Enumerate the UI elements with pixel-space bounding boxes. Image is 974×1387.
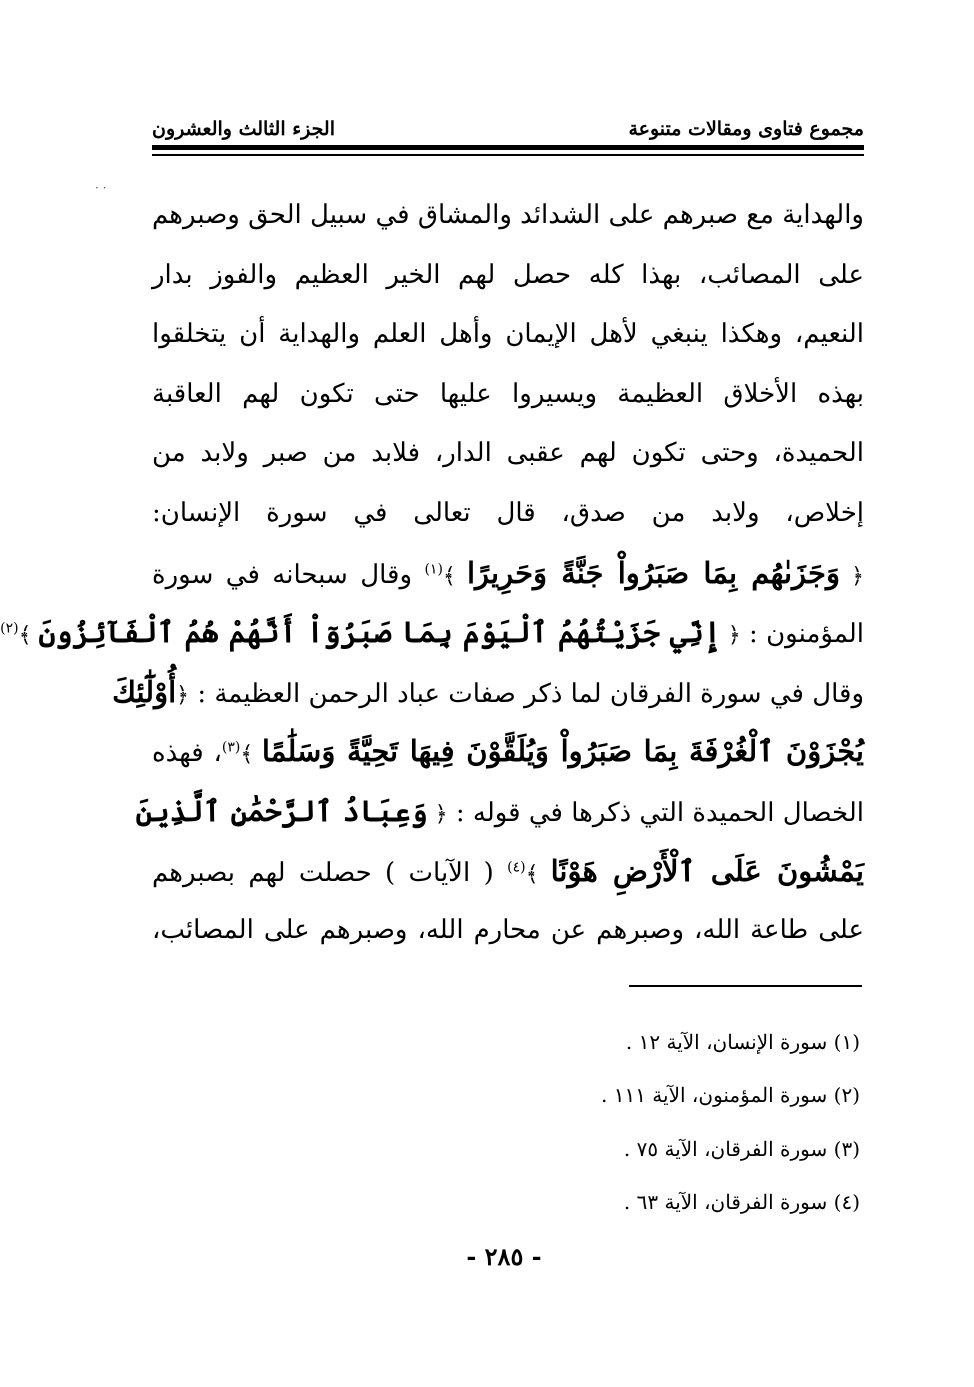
- text-run: ، فهذه: [152, 738, 222, 769]
- footnotes: [334, 1030, 860, 1243]
- ornate-bracket: ﴾: [18, 623, 39, 649]
- ornate-bracket: ﴾: [442, 563, 467, 589]
- body-line: [152, 842, 864, 902]
- text-run: بهذه الأخلاق العظيمة ويسيروا عليها حتى تكون لهم العاقبة: [152, 378, 864, 409]
- ornate-bracket: ﴾: [240, 742, 262, 768]
- quran-verse: يَمْشُونَ عَلَى ٱلْأَرْضِ هَوْنًا: [550, 853, 864, 888]
- running-header: [152, 104, 864, 140]
- ornate-bracket: ﴿: [427, 801, 448, 827]
- body-line: [112, 663, 864, 723]
- text-run: إخلاص، ولابد من صدق، قال تعالى في سورة الإنسان:: [152, 497, 864, 528]
- text-run: الحميدة، وحتى تكون لهم عقبى الدار، فلابد من صبر ولابد من: [152, 438, 864, 469]
- footnote-2: (٢) سورة المؤمنون، الآية ١١١ .: [601, 1083, 860, 1108]
- book-title: مجموع فتاوى ومقالات متنوعة: [628, 118, 864, 140]
- quran-verse: وَعِبَادُ ٱلرَّحْمَٰنِ ٱلَّذِينَ: [135, 793, 428, 828]
- quran-verse: أُوْلَٰٓئِكَ: [112, 674, 177, 709]
- body-line: [152, 305, 864, 365]
- header-rule-thick: [152, 145, 864, 150]
- ornate-bracket: ﴿: [839, 563, 864, 589]
- body-line: [0, 603, 864, 663]
- page-number: - ٢٨٥ -: [466, 1242, 542, 1271]
- text-run: النعيم، وهكذا ينبغي لأهل الإيمان وأهل العلم والهداية أن يتخلقوا: [152, 319, 864, 350]
- ornate-bracket: ﴾: [525, 861, 551, 887]
- scan-speck: · ·: [95, 181, 107, 195]
- text-run: على المصائب، بهذا كله حصل لهم الخير العظيم والفوز بدار: [152, 259, 864, 290]
- text-run: المؤمنون :: [740, 619, 864, 650]
- body-line: [152, 544, 864, 604]
- body-line: [152, 901, 864, 961]
- footnote-ref: (١): [424, 560, 443, 577]
- body-line: [152, 365, 864, 425]
- quran-verse: وَجَزَىٰهُم بِمَا صَبَرُواْ جَنَّةً وَحَرِيرًا: [466, 555, 840, 590]
- footnote-rule: [629, 985, 862, 987]
- footnote-ref: (٣): [221, 739, 241, 756]
- body-line: [152, 424, 864, 484]
- footnote-3: (٣) سورة الفرقان، الآية ٧٥ .: [623, 1136, 860, 1161]
- quran-verse: يُجْزَوْنَ ٱلْغُرْفَةَ بِمَا صَبَرُواْ وَيُلَقَّوْنَ فِيهَا تَحِيَّةً وَسَلَٰمًا: [261, 734, 865, 769]
- body-line: [135, 782, 864, 842]
- body-line: [152, 484, 864, 544]
- ornate-bracket: ﴿: [720, 623, 741, 649]
- text-run: على طاعة الله، وصبرهم عن محارم الله، وصبرهم على المصائب،: [152, 915, 864, 946]
- quran-verse: إِنِّي جَزَيْتُهُمُ ٱلْيَوْمَ بِمَا صَبَرُوٓاْ أَنَّهُمْ هُمُ ٱلْفَآئِزُونَ: [38, 615, 721, 650]
- text-run: وقال سبحانه في سورة: [152, 559, 425, 590]
- text-run: والهداية مع صبرهم على الشدائد والمشاق في سبيل الحق وصبرهم: [152, 200, 864, 230]
- body-line: [152, 246, 864, 306]
- footnote-ref: (٤): [507, 858, 526, 875]
- body-line: [152, 722, 864, 782]
- body-line: [152, 186, 864, 246]
- text-run: وقال في سورة الفرقان لما ذكر صفات عباد الرحمن العظيمة :: [189, 678, 864, 709]
- ornate-bracket: ﴿: [176, 682, 190, 708]
- text-run: الخصال الحميدة التي ذكرها في قوله :: [447, 797, 864, 828]
- body-text: [0, 186, 865, 961]
- footnote-1: (١) سورة الإنسان، الآية ١٢ .: [625, 1030, 860, 1054]
- volume-label: الجزء الثالث والعشرون: [152, 118, 335, 140]
- footnote-ref: (٢): [0, 620, 19, 637]
- header-rule-thin: [152, 154, 864, 156]
- text-run: ( الآيات ) حصلت لهم بصبرهم: [152, 857, 508, 888]
- footnote-4: (٤) سورة الفرقان، الآية ٦٣ .: [623, 1189, 860, 1214]
